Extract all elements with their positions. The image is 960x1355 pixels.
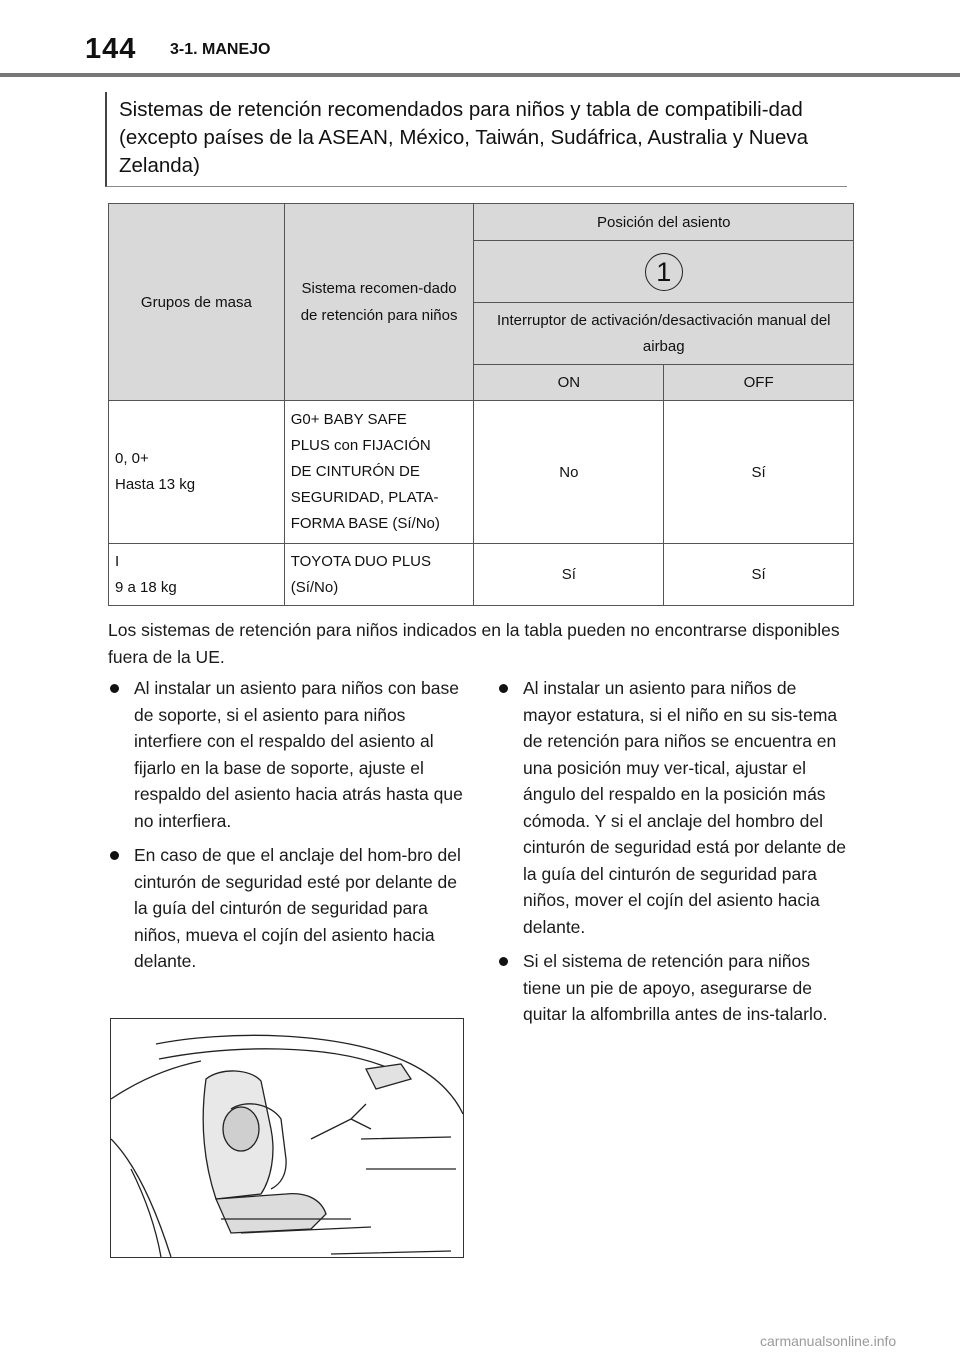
table-row (109, 401, 854, 544)
seat-position-number-cell (474, 241, 854, 303)
page-header (0, 0, 960, 80)
mass-group-label: 0, 0+ (115, 450, 149, 467)
compatibility-table (108, 203, 854, 606)
mass-cell (109, 401, 285, 544)
on-value: No (474, 401, 664, 544)
bullet-list-right (497, 675, 847, 1036)
header-off: OFF (664, 365, 854, 401)
system-line: FORMA BASE (Sí/No) (290, 515, 440, 532)
pillar-line (111, 1061, 201, 1099)
system-line: G0+ BABY SAFE (290, 411, 407, 428)
off-value: Sí (664, 544, 854, 606)
on-value: Sí (474, 544, 664, 606)
bullet-text: Si el sistema de retención para niños tiene un pie de apoyo, asegurarse de quitar la alfombrilla antes de ins-talarlo. (523, 951, 828, 1024)
headrest-shape (223, 1107, 259, 1151)
bullet-dot-icon (499, 957, 508, 966)
child-seat-drawing (111, 1019, 463, 1257)
header-recommended-system (284, 204, 474, 401)
list-item (108, 842, 463, 975)
header-recommended-system-text: Sistema recomen-dado de retención para niños (300, 280, 458, 324)
header-on: ON (474, 365, 664, 401)
page-number: 144 (85, 33, 137, 65)
window-line (159, 1049, 391, 1069)
child-seat-base (216, 1194, 326, 1233)
system-line: SEGURIDAD, PLATA- (290, 489, 439, 506)
header-seat-position: Posición del asiento (474, 204, 854, 241)
list-item (497, 675, 847, 940)
system-line: TOYOTA DUO PLUS (290, 552, 432, 570)
mass-range: 9 a 18 kg (115, 578, 177, 596)
mass-group-label: I (115, 552, 120, 570)
table-title: Sistemas de retención recomendados para niños y tabla de compatibili-dad (excepto países de la ASEAN, México, Taiwán, Sudáfrica, Australia y Nueva Zelanda) (119, 98, 809, 177)
system-cell (284, 401, 474, 544)
header-mass-group: Grupos de masa (109, 204, 285, 401)
child-seat-illustration (110, 1018, 464, 1258)
system-line: PLUS con FIJACIÓN (290, 437, 431, 454)
door-line (111, 1139, 171, 1257)
availability-note: Los sistemas de retención para niños indicados en la tabla pueden no encontrarse disponibles fuera de la UE. (108, 620, 840, 667)
list-item (108, 675, 463, 834)
mass-range: Hasta 13 kg (115, 476, 196, 493)
system-line: DE CINTURÓN DE (290, 463, 420, 480)
bullet-dot-icon (110, 684, 119, 693)
off-value: Sí (664, 401, 854, 544)
table-title-box (105, 92, 847, 187)
seat-position-number: 1 (645, 253, 683, 291)
console-lines (311, 1104, 371, 1139)
mirror-shape (366, 1064, 411, 1089)
system-cell (284, 544, 474, 606)
bullet-dot-icon (499, 684, 508, 693)
list-item (497, 948, 847, 1028)
bullet-text: En caso de que el anclaje del hom-bro del cinturón de seguridad esté por delante de la guía del cinturón de seguridad para niños, mueva el cojín del asiento hacia delante. (134, 845, 461, 971)
section-title: 3-1. MANEJO (170, 41, 271, 58)
roof-line (156, 1035, 463, 1114)
header-divider (0, 73, 960, 77)
system-line: (Sí/No) (290, 578, 339, 596)
bullet-text: Al instalar un asiento para niños de mayor estatura, si el niño en su sis-tema de retención para niños se encuentra en una posición muy ver-tical, ajustar el ángulo del respaldo en la posición más cómoda. Y si el anclaje del hombro del cinturón de seguridad está por delante de la guía del cinturón de seguridad para niños, mover el cojín del asiento hacia delante. (523, 678, 847, 937)
watermark: carmanualsonline.info (760, 1333, 897, 1349)
table-row (109, 544, 854, 606)
bullet-dot-icon (110, 851, 119, 860)
dashboard-lines (331, 1137, 456, 1254)
header-airbag-switch: Interruptor de activación/desactivación manual del airbag (474, 303, 854, 365)
door-line-2 (131, 1169, 161, 1257)
bullet-text: Al instalar un asiento para niños con base de soporte, si el asiento para niños interfiere con el respaldo del asiento al fijarlo en la base de soporte, ajuste el respaldo del asiento hacia atrás hasta que no interfiera. (134, 678, 463, 831)
mass-cell (109, 544, 285, 606)
bullet-list-left (108, 675, 463, 983)
